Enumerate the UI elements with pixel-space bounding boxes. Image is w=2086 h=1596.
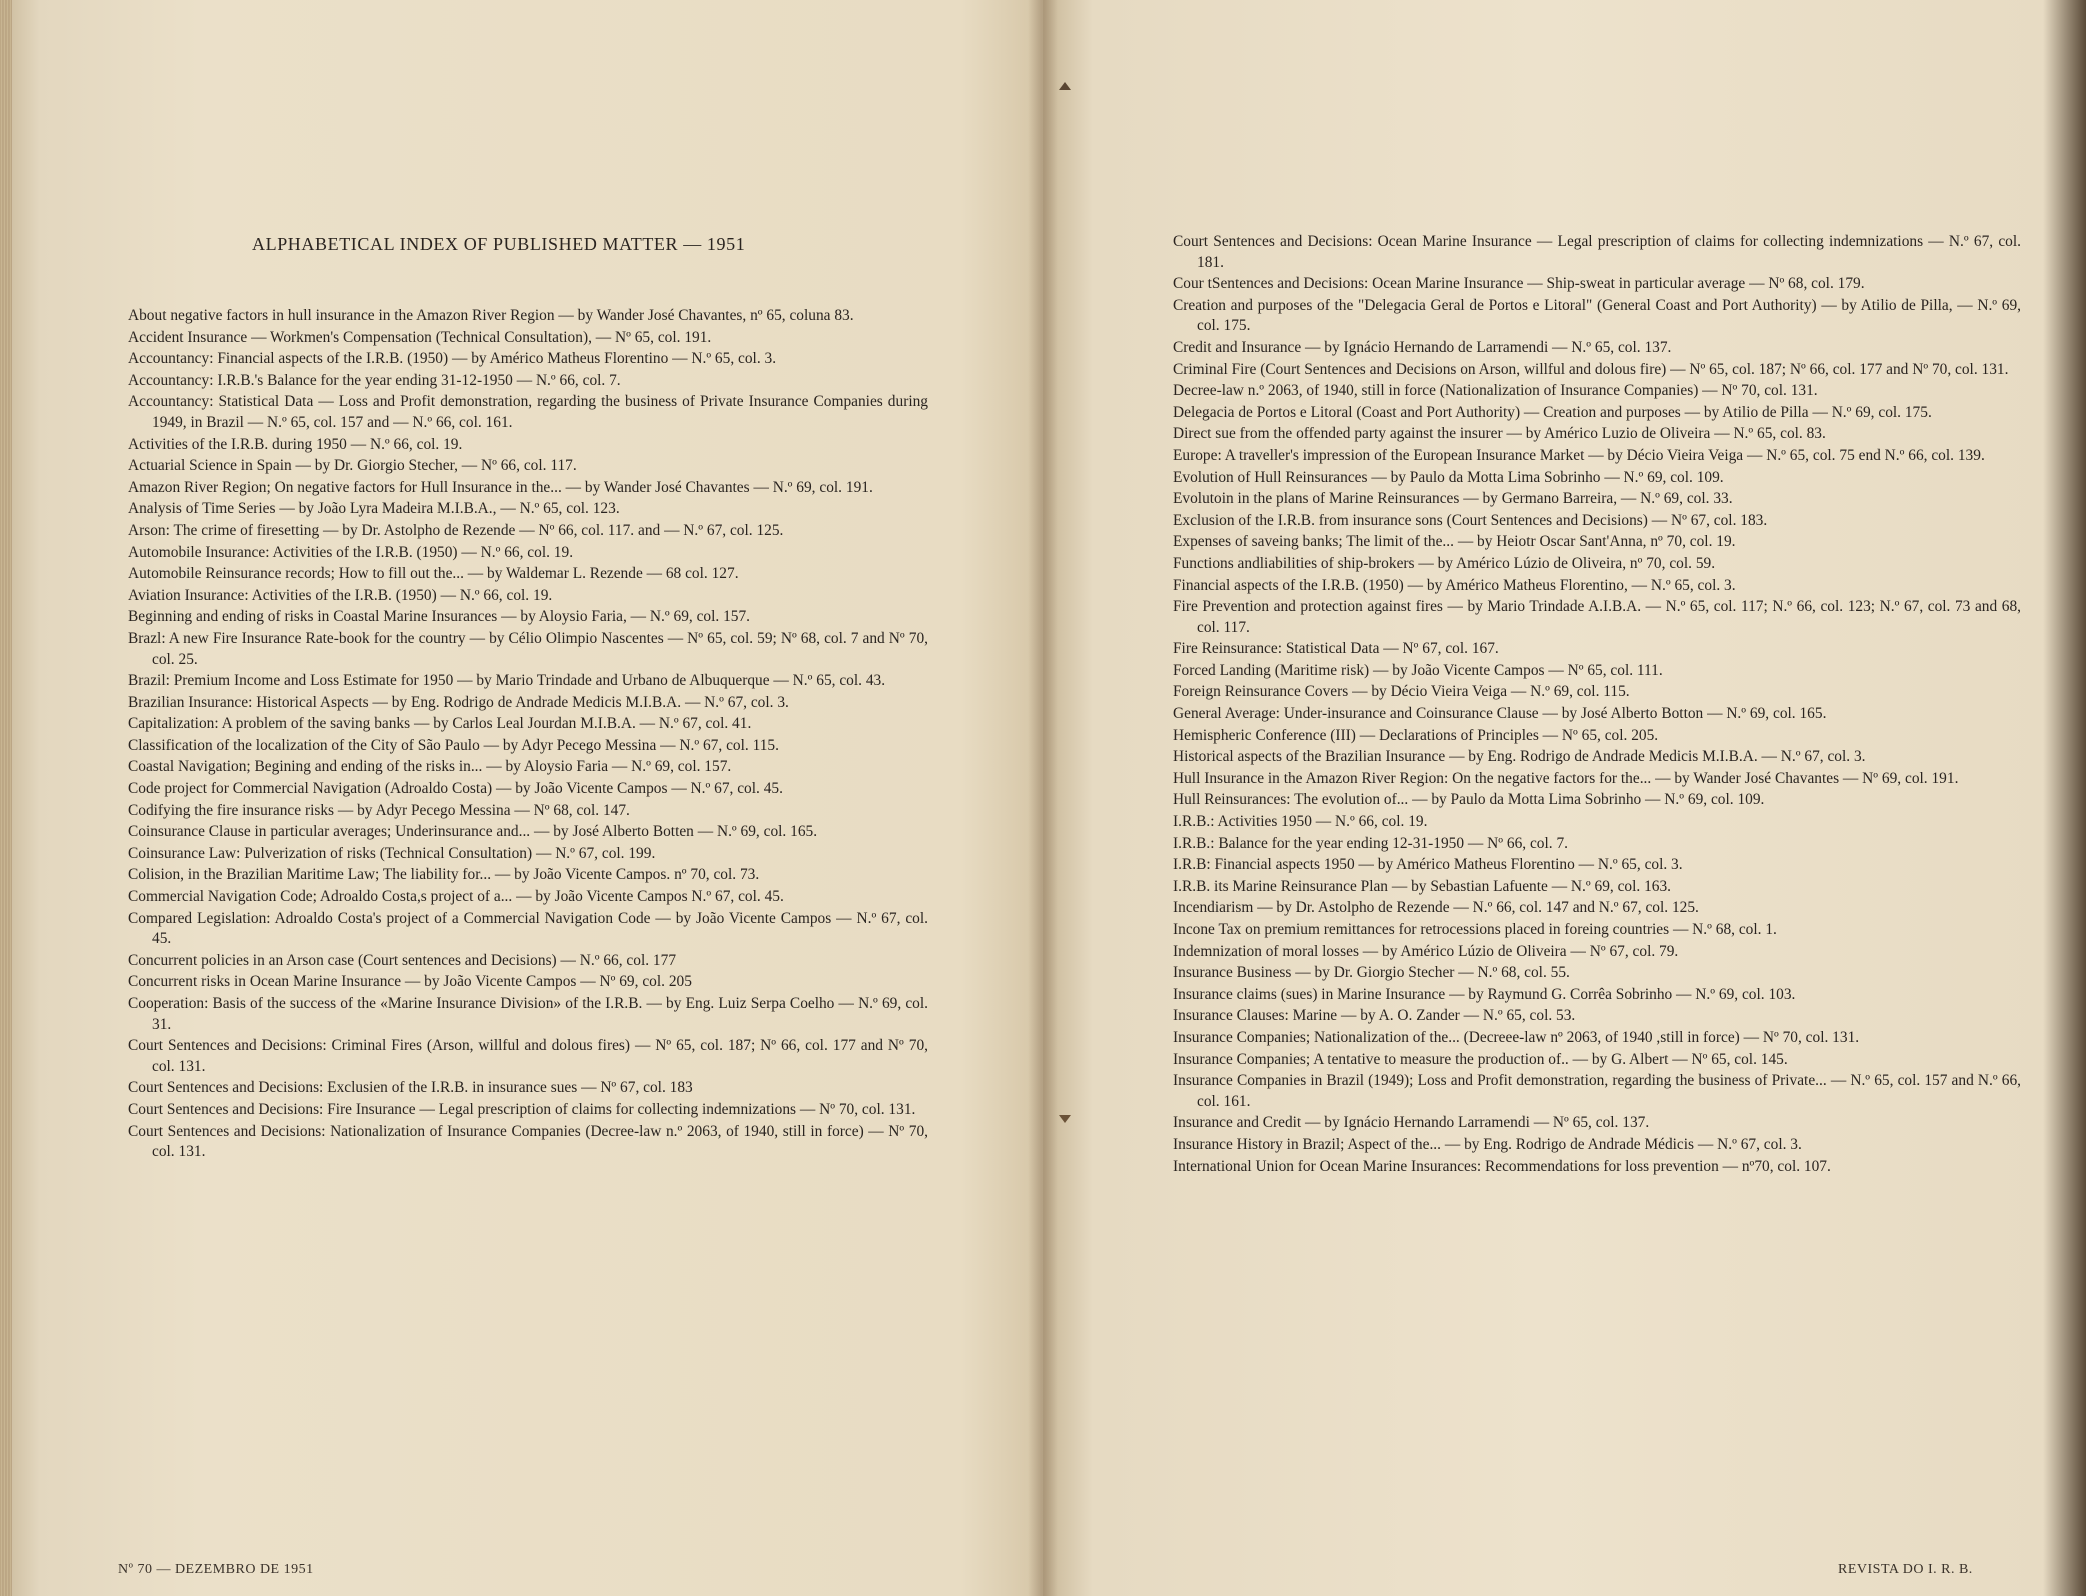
index-entry: Insurance Companies; A tentative to measure the production of.. — by G. Albert — Nº 65, col. 145. <box>1173 1050 1788 1068</box>
right-footer: REVISTA DO I. R. B. <box>1838 1562 1973 1577</box>
index-entry: Compared Legislation: Adroaldo Costa's project of a Commercial Navigation Code — by João Vicente Campos — N.º 67, col. 45. <box>128 909 928 948</box>
index-entry: Coinsurance Clause in particular averages; Underinsurance and... — by José Alberto Botten — N.º 69, col. 165. <box>128 823 818 841</box>
index-entry: Accident Insurance — Workmen's Compensation (Technical Consultation), — Nº 65, col. 191. <box>128 328 712 346</box>
book-gutter <box>1028 0 1058 1596</box>
index-entry: Evolutoin in the plans of Marine Reinsurances — by Germano Barreira, — N.º 69, col. 33. <box>1173 490 1733 508</box>
index-entry: Actuarial Science in Spain — by Dr. Giorgio Stecher, — Nº 66, col. 117. <box>128 457 577 475</box>
index-entry: Amazon River Region; On negative factors for Hull Insurance in the... — by Wander José Chavantes — N.º 69, col. 191. <box>128 478 873 496</box>
index-entry: Insurance claims (sues) in Marine Insurance — by Raymund G. Corrêa Sobrinho — N.º 69, col. 103. <box>1173 985 1796 1003</box>
index-entry: Evolution of Hull Reinsurances — by Paulo da Motta Lima Sobrinho — N.º 69, col. 109. <box>1173 468 1724 486</box>
index-entry: Financial aspects of the I.R.B. (1950) — by Américo Matheus Florentino, — N.º 65, col. 3. <box>1173 576 1736 594</box>
index-entry: Code project for Commercial Navigation (Adroaldo Costa) — by João Vicente Campos — N.º 67, col. 45. <box>128 780 783 798</box>
binding-mark <box>1059 1115 1071 1123</box>
index-entry: Brazl: A new Fire Insurance Rate-book for the country — by Célio Olimpio Nascentes — Nº 65, col. 59; Nº 68, col. 7 and Nº 70, col. 25. <box>128 629 928 668</box>
index-entry: Codifying the fire insurance risks — by Adyr Pecego Messina — Nº 68, col. 147. <box>128 801 630 819</box>
index-entry: Court Sentences and Decisions: Fire Insurance — Legal prescription of claims for collecting indemnizations — Nº 70, col. 131. <box>128 1100 916 1118</box>
index-entry: Court Sentences and Decisions: Nationalization of Insurance Companies (Decree-law n.º 2063, of 1940, still in force) — Nº 70, col. 131. <box>128 1122 928 1161</box>
right-index-column <box>1173 232 2021 1178</box>
index-entry: Brazil: Premium Income and Loss Estimate for 1950 — by Mario Trindade and Urbano de Albuquerque — N.º 65, col. 43. <box>128 672 886 690</box>
index-entry: Brazilian Insurance: Historical Aspects — by Eng. Rodrigo de Andrade Medicis M.I.B.A. — N.º 67, col. 3. <box>128 693 789 711</box>
index-entry: Fire Reinsurance: Statistical Data — Nº 67, col. 167. <box>1173 640 1499 658</box>
index-entry: Exclusion of the I.R.B. from insurance sons (Court Sentences and Decisions) — Nº 67, col. 183. <box>1173 511 1768 529</box>
index-entry: Insurance History in Brazil; Aspect of the... — by Eng. Rodrigo de Andrade Médicis — N.º 67, col. 3. <box>1173 1135 1802 1153</box>
index-entry: Cour tSentences and Decisions: Ocean Marine Insurance — Ship-sweat in particular average — Nº 68, col. 179. <box>1173 275 1865 293</box>
left-footer: Nº 70 — DEZEMBRO DE 1951 <box>118 1562 314 1577</box>
index-entry: I.R.B.: Activities 1950 — N.º 66, col. 19. <box>1173 813 1428 831</box>
index-entry: Hull Reinsurances: The evolution of... — by Paulo da Motta Lima Sobrinho — N.º 69, col. 109. <box>1173 791 1765 809</box>
index-entry: Hull Insurance in the Amazon River Region: On the negative factors for the... — by Wander José Chavantes — Nº 69, col. 191. <box>1173 769 1959 787</box>
index-entry: Arson: The crime of firesetting — by Dr. Astolpho de Rezende — Nº 66, col. 117. and — N.º 67, col. 125. <box>128 521 784 539</box>
index-entry: Classification of the localization of the City of São Paulo — by Adyr Pecego Messina — N.º 67, col. 115. <box>128 736 779 754</box>
index-entry: Capitalization: A problem of the saving banks — by Carlos Leal Jourdan M.I.B.A. — N.º 67, col. 41. <box>128 715 752 733</box>
index-entry: Accountancy: Statistical Data — Loss and Profit demonstration, regarding the business of Private Insurance Companies during 1949, in Brazil — N.º 65, col. 157 and — N.º 66, col. 161. <box>128 393 928 431</box>
index-entry: Foreign Reinsurance Covers — by Décio Vieira Veiga — N.º 69, col. 115. <box>1173 683 1630 701</box>
index-entry: About negative factors in hull insurance in the Amazon River Region — by Wander José Chavantes, nº 65, coluna 83. <box>128 307 854 324</box>
binding-mark <box>1059 82 1071 90</box>
index-entry: Europe: A traveller's impression of the European Insurance Market — by Décio Vieira Veiga — N.º 65, col. 75 end N.º 66, col. 139. <box>1173 446 1985 464</box>
index-entry: Criminal Fire (Court Sentences and Decisions on Arson, willful and dolous fire) — Nº 65, col. 187; Nº 66, col. 177 and Nº 70, col. 131. <box>1173 360 2009 378</box>
index-entry: Activities of the I.R.B. during 1950 — N.º 66, col. 19. <box>128 435 463 453</box>
index-entry: Concurrent policies in an Arson case (Court sentences and Decisions) — N.º 66, col. 177 <box>128 951 677 969</box>
index-entry: International Union for Ocean Marine Insurances: Recommendations for loss prevention — nº70, col. 107. <box>1173 1157 1831 1175</box>
index-entry: Credit and Insurance — by Ignácio Hernando de Larramendi — N.º 65, col. 137. <box>1173 338 1672 356</box>
index-entry: Expenses of saveing banks; The limit of the... — by Heiotr Oscar Sant'Anna, nº 70, col. 19. <box>1173 533 1736 551</box>
index-entry: General Average: Under-insurance and Coinsurance Clause — by José Alberto Botton — N.º 69, col. 165. <box>1173 705 1827 723</box>
index-entry: I.R.B. its Marine Reinsurance Plan — by Sebastian Lafuente — N.º 69, col. 163. <box>1173 877 1672 895</box>
index-entry: Incone Tax on premium remittances for retrocessions placed in foreing countries — N.º 68, col. 1. <box>1173 921 1777 938</box>
index-entry: Incendiarism — by Dr. Astolpho de Rezende — N.º 66, col. 147 and N.º 67, col. 125. <box>1173 899 1699 917</box>
index-entry: Insurance and Credit — by Ignácio Hernando Larramendi — Nº 65, col. 137. <box>1173 1114 1650 1132</box>
right-page <box>1043 0 2086 1596</box>
index-entry: Hemispheric Conference (III) — Declarations of Principles — Nº 65, col. 205. <box>1173 726 1659 744</box>
index-entry: Colision, in the Brazilian Maritime Law; The liability for... — by João Vicente Campos. nº 70, col. 73. <box>128 866 760 884</box>
index-entry: I.R.B.: Balance for the year ending 12-31-1950 — Nº 66, col. 7. <box>1173 834 1569 852</box>
index-entry: Coinsurance Law: Pulverization of risks (Technical Consultation) — N.º 67, col. 199. <box>128 844 656 862</box>
index-entry: Insurance Companies in Brazil (1949); Loss and Profit demonstration, regarding the business of Private... — N.º 65, col. 157 and N.º 66, col. 161. <box>1173 1072 2021 1110</box>
index-entry: I.R.B: Financial aspects 1950 — by Américo Matheus Florentino — N.º 65, col. 3. <box>1173 856 1683 874</box>
index-entry: Historical aspects of the Brazilian Insurance — by Eng. Rodrigo de Andrade Medicis M.I.B.A. — N.º 67, col. 3. <box>1173 748 1866 766</box>
index-title: ALPHABETICAL INDEX OF PUBLISHED MATTER — 1951 <box>252 234 746 254</box>
index-entry: Indemnization of moral losses — by Américo Lúzio de Oliveira — Nº 67, col. 79. <box>1173 942 1679 960</box>
index-entry: Beginning and ending of risks in Coastal Marine Insurances — by Aloysio Faria, — N.º 69, col. 157. <box>128 608 751 626</box>
index-entry: Direct sue from the offended party against the insurer — by Américo Luzio de Oliveira — N.º 65, col. 83. <box>1173 425 1826 443</box>
index-entry: Court Sentences and Decisions: Exclusien of the I.R.B. in insurance sues — Nº 67, col. 183 <box>128 1079 693 1097</box>
index-entry: Coastal Navigation; Begining and ending of the risks in... — by Aloysio Faria — N.º 69, col. 157. <box>128 758 732 776</box>
left-index-column <box>128 306 928 1164</box>
index-entry: Automobile Insurance: Activities of the I.R.B. (1950) — N.º 66, col. 19. <box>128 543 574 561</box>
index-entry: Fire Prevention and protection against fires — by Mario Trindade A.I.B.A. — N.º 65, col. 117; N.º 66, col. 123; N.º 67, col. 73 and 68, col. 117. <box>1173 598 2021 636</box>
index-entry: Accountancy: Financial aspects of the I.R.B. (1950) — by Américo Matheus Florentino — N.º 65, col. 3. <box>128 350 777 368</box>
index-entry: Insurance Clauses: Marine — by A. O. Zander — N.º 65, col. 53. <box>1173 1007 1576 1025</box>
index-entry: Concurrent risks in Ocean Marine Insurance — by João Vicente Campos — Nº 69, col. 205 <box>128 973 692 991</box>
index-entry: Creation and purposes of the "Delegacia Geral de Portos e Litoral" (General Coast and Port Authority) — by Atilio de Pilla, — N.º 69, col. 175. <box>1173 296 2021 335</box>
index-entry: Forced Landing (Maritime risk) — by João Vicente Campos — Nº 65, col. 111. <box>1173 661 1663 679</box>
index-entry: Accountancy: I.R.B.'s Balance for the year ending 31-12-1950 — N.º 66, col. 7. <box>128 371 621 389</box>
index-entry: Insurance Companies; Nationalization of the... (Decreee-law nº 2063, of 1940 ,still in force) — Nº 70, col. 131. <box>1173 1028 1860 1046</box>
index-entry: Commercial Navigation Code; Adroaldo Costa,s project of a... — by João Vicente Campos N.º 67, col. 45. <box>128 888 784 906</box>
index-entry: Decree-law n.º 2063, of 1940, still in force (Nationalization of Insurance Companies) — Nº 70, col. 131. <box>1173 382 1818 400</box>
index-entry: Automobile Reinsurance records; How to fill out the... — by Waldemar L. Rezende — 68 col. 127. <box>128 565 739 583</box>
index-entry: Analysis of Time Series — by João Lyra Madeira M.I.B.A., — N.º 65, col. 123. <box>128 500 620 518</box>
index-entry: Cooperation: Basis of the success of the «Marine Insurance Division» of the I.R.B. — by Eng. Luiz Serpa Coelho — N.º 69, col. 31. <box>128 995 928 1033</box>
index-entry: Delegacia de Portos e Litoral (Coast and Port Authority) — Creation and purposes — by Atilio de Pilla — N.º 69, col. 175. <box>1173 403 1932 421</box>
index-entry: Aviation Insurance: Activities of the I.R.B. (1950) — N.º 66, col. 19. <box>128 586 553 604</box>
index-entry: Insurance Business — by Dr. Giorgio Stecher — N.º 68, col. 55. <box>1173 964 1570 982</box>
index-entry: Functions andliabilities of ship-brokers — by Américo Lúzio de Oliveira, nº 70, col. 59. <box>1173 554 1716 572</box>
index-entry: Court Sentences and Decisions: Criminal Fires (Arson, willful and dolous fires) — Nº 65, col. 187; Nº 66, col. 177 and Nº 70, col. 131. <box>128 1037 928 1075</box>
page-edge <box>0 0 12 1596</box>
index-entry: Court Sentences and Decisions: Ocean Marine Insurance — Legal prescription of claims for collecting indemnizations — N.º 67, col. 181. <box>1173 233 2021 271</box>
